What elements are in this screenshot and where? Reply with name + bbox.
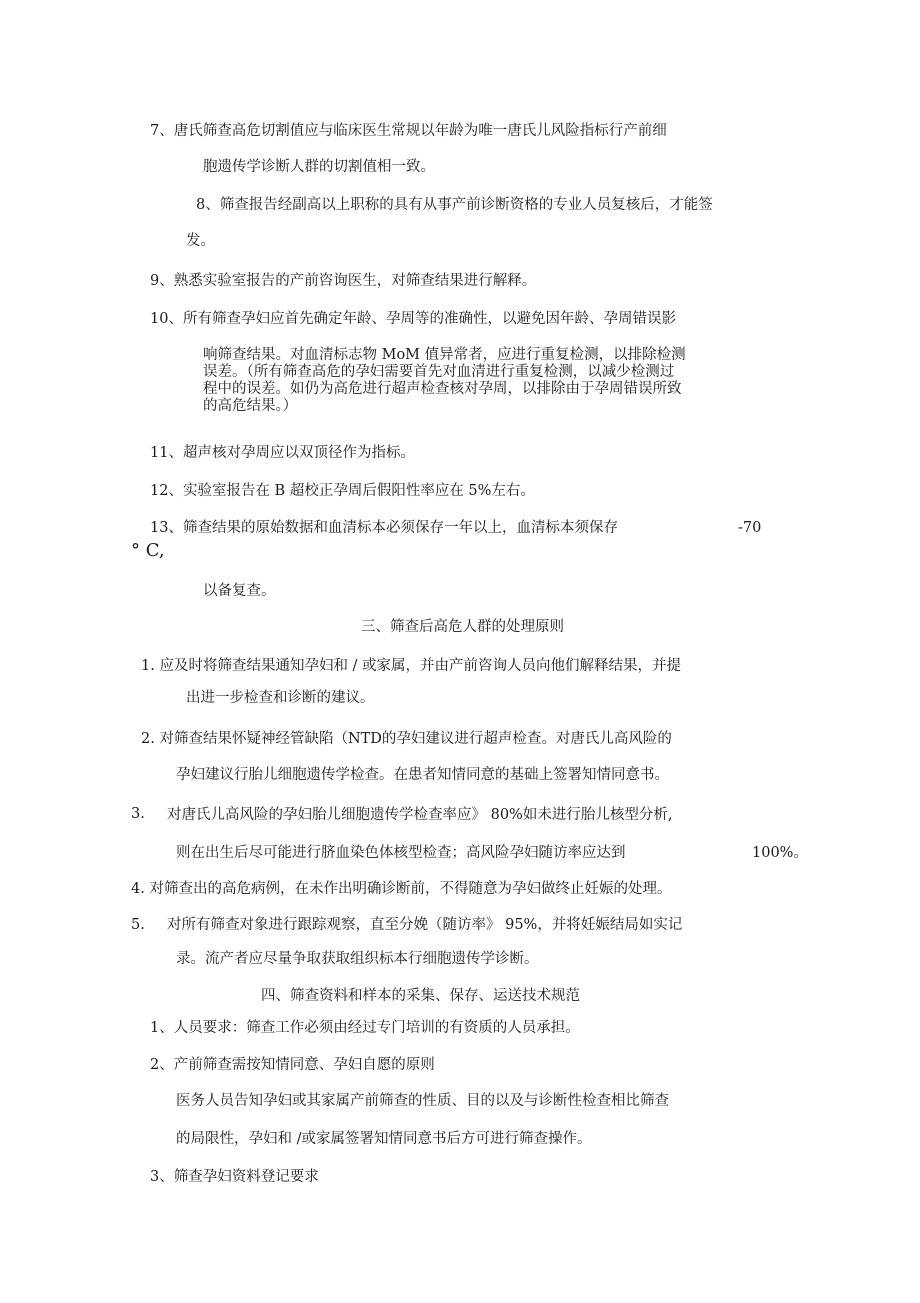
spec-1: 1、人员要求：筛查工作必须由经过专门培训的有资质的人员承担。	[150, 1020, 580, 1036]
item-13-temperature: -70	[738, 520, 762, 536]
principle-3-number: 3.	[131, 806, 145, 822]
principle-1-line-2: 出进一步检查和诊断的建议。	[186, 690, 375, 706]
item-8-line-1: 8、筛查报告经副高以上职称的具有从事产前诊断资格的专业人员复核后，才能签	[196, 197, 713, 213]
item-10-detail-line-4: 的高危结果。）	[203, 398, 298, 414]
section-4-heading: 四、筛查资料和样本的采集、保存、运送技术规范	[261, 988, 580, 1004]
principle-3-line-2: 则在出生后尽可能进行脐血染色体核型检查；高风险孕妇随访率应达到	[176, 845, 626, 861]
item-10-detail-line-2: 误差。（所有筛查高危的孕妇需要首先对血清进行重复检测，以减少检测过	[203, 364, 675, 380]
spec-2-line-1: 2、产前筛查需按知情同意、孕妇自愿的原则	[150, 1057, 435, 1073]
item-10-detail-line-3: 程中的误差。如仍为高危进行超声检查核对孕周，以排除由于孕周错误所致	[203, 381, 682, 397]
item-13-unit: ° C,	[131, 540, 165, 561]
principle-2-line-2: 孕妇建议行胎儿细胞遗传学检查。在患者知情同意的基础上签署知情同意书。	[176, 767, 669, 783]
item-13-line-1: 13、筛查结果的原始数据和血清标本必须保存一年以上，血清标本须保存	[150, 520, 618, 536]
spec-2-line-3: 的局限性，孕妇和 /或家属签署知情同意书后方可进行筛查操作。	[176, 1131, 592, 1147]
spec-2-line-2: 医务人员告知孕妇或其家属产前筛查的性质、目的以及与诊断性检查相比筛查	[176, 1093, 669, 1109]
spec-3: 3、筛查孕妇资料登记要求	[150, 1169, 319, 1185]
item-10-detail	[203, 347, 686, 415]
item-10-detail-line-1: 响筛查结果。对血清标志物 MoM 值异常者，应进行重复检测，以排除检测	[203, 347, 686, 363]
item-8-line-2: 发。	[186, 233, 215, 249]
principle-5-line-1: 对所有筛查对象进行跟踪观察，直至分娩（随访率》 95%，并将妊娠结局如实记	[167, 917, 683, 933]
principle-2-line-1: 2. 对筛查结果怀疑神经管缺陷（NTD的孕妇建议进行超声检查。对唐氏儿高风险的	[141, 731, 672, 747]
item-11: 11、超声核对孕周应以双顶径作为指标。	[150, 445, 415, 461]
item-7-line-2: 胞遗传学诊断人群的切割值相一致。	[203, 159, 435, 175]
principle-5-line-2: 录。流产者应尽量争取获取组织标本行细胞遗传学诊断。	[176, 951, 539, 967]
principle-4: 4. 对筛查出的高危病例，在未作出明确诊断前，不得随意为孕妇做终止妊娠的处理。	[131, 881, 672, 897]
item-10-line-1: 10、所有筛查孕妇应首先确定年龄、孕周等的准确性，以避免因年龄、孕周错误影	[150, 311, 676, 327]
principle-1-line-1: 1. 应及时将筛查结果通知孕妇和 / 或家属，并由产前咨询人员向他们解释结果，并提	[141, 658, 682, 674]
item-12: 12、实验室报告在 B 超校正孕周后假阳性率应在 5%左右。	[150, 483, 535, 499]
principle-3-line-1: 对唐氏儿高风险的孕妇胎儿细胞遗传学检查率应》 80%如未进行胎儿核型分析,	[167, 807, 673, 823]
item-13-line-2: 以备复查。	[203, 583, 276, 599]
section-3-heading: 三、筛查后高危人群的处理原则	[361, 619, 564, 635]
item-9: 9、熟悉实验室报告的产前咨询医生，对筛查结果进行解释。	[150, 273, 537, 289]
item-7-line-1: 7、唐氏筛查高危切割值应与临床医生常规以年龄为唯一唐氏儿风险指标行产前细	[150, 123, 667, 139]
principle-3-rate: 100%。	[752, 845, 808, 861]
principle-5-number: 5.	[131, 917, 145, 933]
